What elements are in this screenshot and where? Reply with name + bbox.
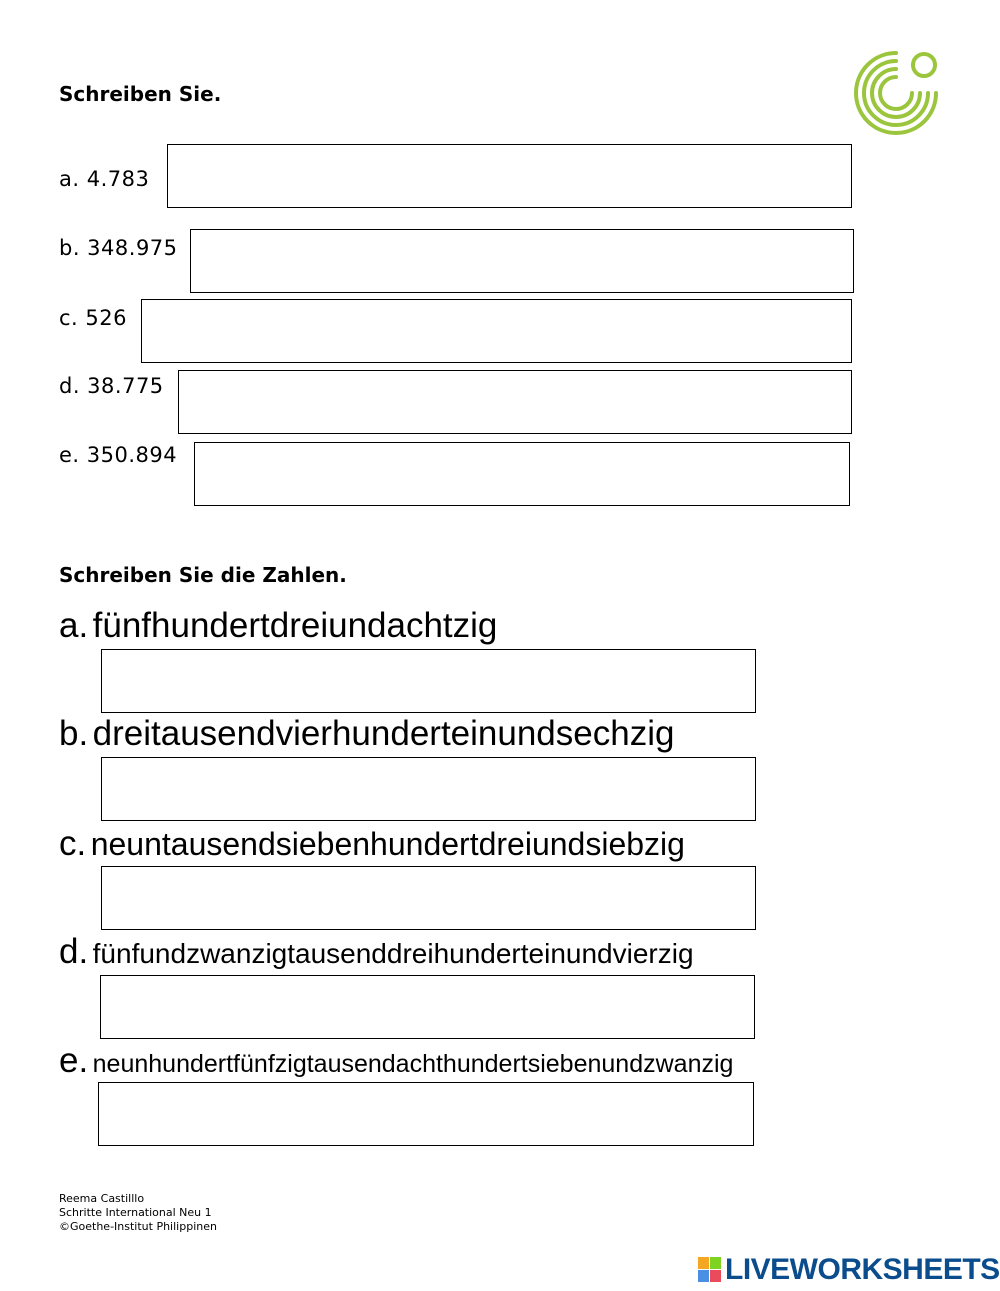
footer-book: Schritte International Neu 1	[59, 1206, 212, 1219]
section2-answer-d-input[interactable]	[100, 975, 755, 1039]
footer	[59, 1192, 217, 1234]
footer-copyright: ©Goethe-Institut Philippinen	[59, 1220, 217, 1233]
section2-item-c-letter: c.	[59, 824, 87, 863]
section1-item-d-label: d. 38.775	[59, 374, 164, 398]
section2-item-e-letter: e.	[59, 1041, 89, 1080]
section1-item-e-label: e. 350.894	[59, 443, 178, 467]
section1-answer-e-input[interactable]	[194, 442, 850, 506]
footer-author: Reema Castilllo	[59, 1192, 145, 1205]
section1-answer-b-input[interactable]	[190, 229, 854, 293]
section2-item-d-letter: d.	[59, 932, 89, 971]
section1-item-c-label: c. 526	[59, 306, 127, 330]
section2-answer-c-input[interactable]	[101, 866, 756, 930]
section1-answer-d-input[interactable]	[178, 370, 852, 434]
section2-answer-b-input[interactable]	[101, 757, 756, 821]
section2-item-e-word: neunhundertfünfzigtausendachthundertsiebenundzwanzig	[92, 1050, 734, 1078]
section2-item-d-word: fünfundzwanzigtausenddreihunderteinundvierzig	[92, 938, 694, 969]
section2-item-c-label	[59, 824, 685, 864]
section2-item-a-word: fünfhundertdreiundachtzig	[92, 606, 498, 645]
goethe-institut-logo	[850, 45, 942, 137]
section2-item-b-label	[59, 714, 674, 754]
section2-item-d-label	[59, 932, 694, 972]
section2-item-a-label	[59, 606, 497, 646]
section2-item-c-word: neuntausendsiebenhundertdreiundsiebzig	[90, 826, 685, 862]
section2-heading: Schreiben Sie die Zahlen.	[59, 563, 347, 587]
section2-item-b-word: dreitausendvierhunderteinundsechzig	[92, 714, 675, 753]
section1-answer-a-input[interactable]	[167, 144, 852, 208]
section1-item-b-label: b. 348.975	[59, 236, 178, 260]
liveworksheets-watermark	[697, 1253, 1000, 1287]
section2-answer-a-input[interactable]	[101, 649, 756, 713]
section2-answer-e-input[interactable]	[98, 1082, 754, 1146]
section2-item-a-letter: a.	[59, 606, 89, 645]
liveworksheets-text: LIVEWORKSHEETS	[725, 1253, 1000, 1286]
section2-item-e-label	[59, 1041, 733, 1081]
section1-answer-c-input[interactable]	[141, 299, 852, 363]
liveworksheets-logo-icon	[697, 1256, 723, 1284]
section2-item-b-letter: b.	[59, 714, 89, 753]
section1-heading: Schreiben Sie.	[59, 82, 222, 106]
section1-item-a-label: a. 4.783	[59, 167, 150, 191]
